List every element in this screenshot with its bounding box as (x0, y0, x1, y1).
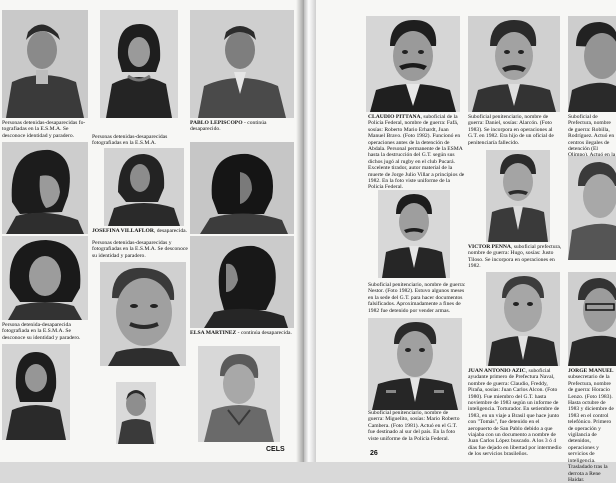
photo-suboficial-nestor (378, 190, 450, 278)
caption-unidentified-2: Personas detenidas-desaparecidas fotografiadas en la E.S.M.A. (92, 134, 168, 147)
photo-woman-small (2, 344, 70, 440)
caption-suboficial-nestor: Suboficial penitenciario, nombre de guerra: Nestor. (Foto 1982). Estuvo algunos meses en la sede del G.T. para hacer documentos falsificados. Aproximadamente a fines de 1982 fue detenido por vender armas. (368, 282, 466, 314)
right-page (316, 0, 616, 483)
photo-victor-penna (486, 150, 550, 242)
caption-victor-penna: VICTOR PENNA, suboficial prefectura, nombre de guerra: Hugo, sosías: Justo Tiloso. Se incorpora en operaciones en 1982. (468, 244, 562, 270)
caption-unidentified-3: Personas detenidas-desaparecidas y fotografiadas en la E.S.M.A. Se desconoce su identidad y paradero. (92, 240, 188, 259)
caption-suboficial-robilla: Suboficial de Prefectura, nombre de guerra: Robilla, Rodríguez. Actuó en centros ilegales de detención (El (568, 114, 615, 153)
caption-josefina-villaflor: JOSEFINA VILLAFLOR, desaparecida. (92, 228, 187, 234)
photo-claudio-pittana (366, 16, 460, 112)
caption-pablo-lepiscopo: PABLO LEPISCOPO - continúa desaparecido. (190, 120, 267, 133)
photo-woman-shadow-profile (190, 142, 294, 234)
left-page (0, 0, 304, 462)
photo-man-close-up (100, 262, 186, 366)
photo-woman-dark-profile (190, 236, 294, 328)
caption-unidentified-1: Personas detenidas-desaparecidas fo- tografiadas en la E.S.M.A. Se desconoce identidad y paradero. (2, 120, 86, 139)
caption-elsa-martinez: ELSA MARTINEZ - continúa desaparecida. (190, 330, 292, 336)
photo-elsa-martinez (198, 346, 280, 442)
photo-suboficial-daniel (468, 16, 560, 112)
photo-suboficial-robilla (568, 16, 616, 112)
photo-child (116, 382, 156, 444)
page-edge-shadow (296, 0, 304, 462)
caption-suboficial-miguelito: Suboficial penitenciario, nombre de guerra: Miguelito, sosías: Mario Roberto Cambera. (Foto 1981). Actuó en el G.T. fue destinado al sur del país. En la foto viste uniforme de la Policía Federal. (368, 410, 460, 442)
photo-man-leather-jacket (2, 10, 88, 118)
photo-woman-curly-hair (2, 236, 88, 320)
caption-suboficial-daniel: Suboficial penitenciario, nombre de guerra: Daniel, sosías: Alarcón. (Foto 1983). Se incorpora en operaciones al G.T. en 1982. Era hijo de un oficial de penitenciaría fallecido. (468, 114, 554, 146)
photo-josefina-villaflor (104, 148, 184, 226)
book-gutter (304, 0, 316, 462)
caption-unidentified-4: Persona detenida-desaparecida fotografiada en la E.S.M.A. Se desconoce su identidad y paradero. (2, 322, 81, 341)
photo-pablo-lepiscopo (190, 10, 294, 118)
photo-woman-dark-hair (100, 10, 178, 118)
page-number: 26 (370, 450, 378, 457)
photo-juan-antonio-azic (486, 272, 560, 366)
photo-suboficial-right-2 (568, 156, 616, 260)
photo-jorge-manuel (568, 272, 616, 366)
caption-juan-antonio-azic: JUAN ANTONIO AZIC, suboficial ayudante primero de Prefectura Naval, nombre de guerra: Claudio, Freddy, Piraña, sosías: Juan Carlos Alcon. (Foto 1980). Fue miembro del G.T. hasta noviembre de 1983 según un informe de inteligencia. Torturador. En setiembre de 1983, en un viaje a Brasil que hace junto con "Tomás", fue detenido en el aeropuerto de San Pablo debido a que viajaba con un documento a nombre de Juan Carlos López buscado. A los 3 ó 4 días fue dejado en libertad por intermedio de los servicios brasileños. (468, 368, 562, 458)
photo-woman-profile (2, 142, 88, 234)
page-footer-cels: CELS (266, 446, 285, 453)
caption-claudio-pittana: CLAUDIO PITTANA, suboficial de la Policía Federal, nombre de guerra: Fafá, sosías: Roberto Mario Erhardt, Juan Manuel Bravo. (Foto 1982). Funcionó en operaciones antes de la detención de Abdala. Personal permanente de la ESMA hasta la destrucción del G.T. según sus dichos jugó al rugby en el club Pucará. Excelente tirador, autor material de la muerte de Jorge Julio Villar a principios de 1982. En la foto viste uniforme de la Policía Federal. (368, 114, 465, 191)
photo-suboficial-miguelito (368, 318, 462, 410)
caption-jorge-manuel: JORGE MANUEL subsecretario de la Prefectura, nombre de guerra: Horacio Lenzo. (Foto 1983). Hasta octubre de 1983 y diciembre de 1983 en el control telefónico. Primero de operación y vigilancia de detenidos, operaciones y servicios de inteligencia. Trasladado tras la derrota a Rene Haidar. (568, 368, 614, 483)
